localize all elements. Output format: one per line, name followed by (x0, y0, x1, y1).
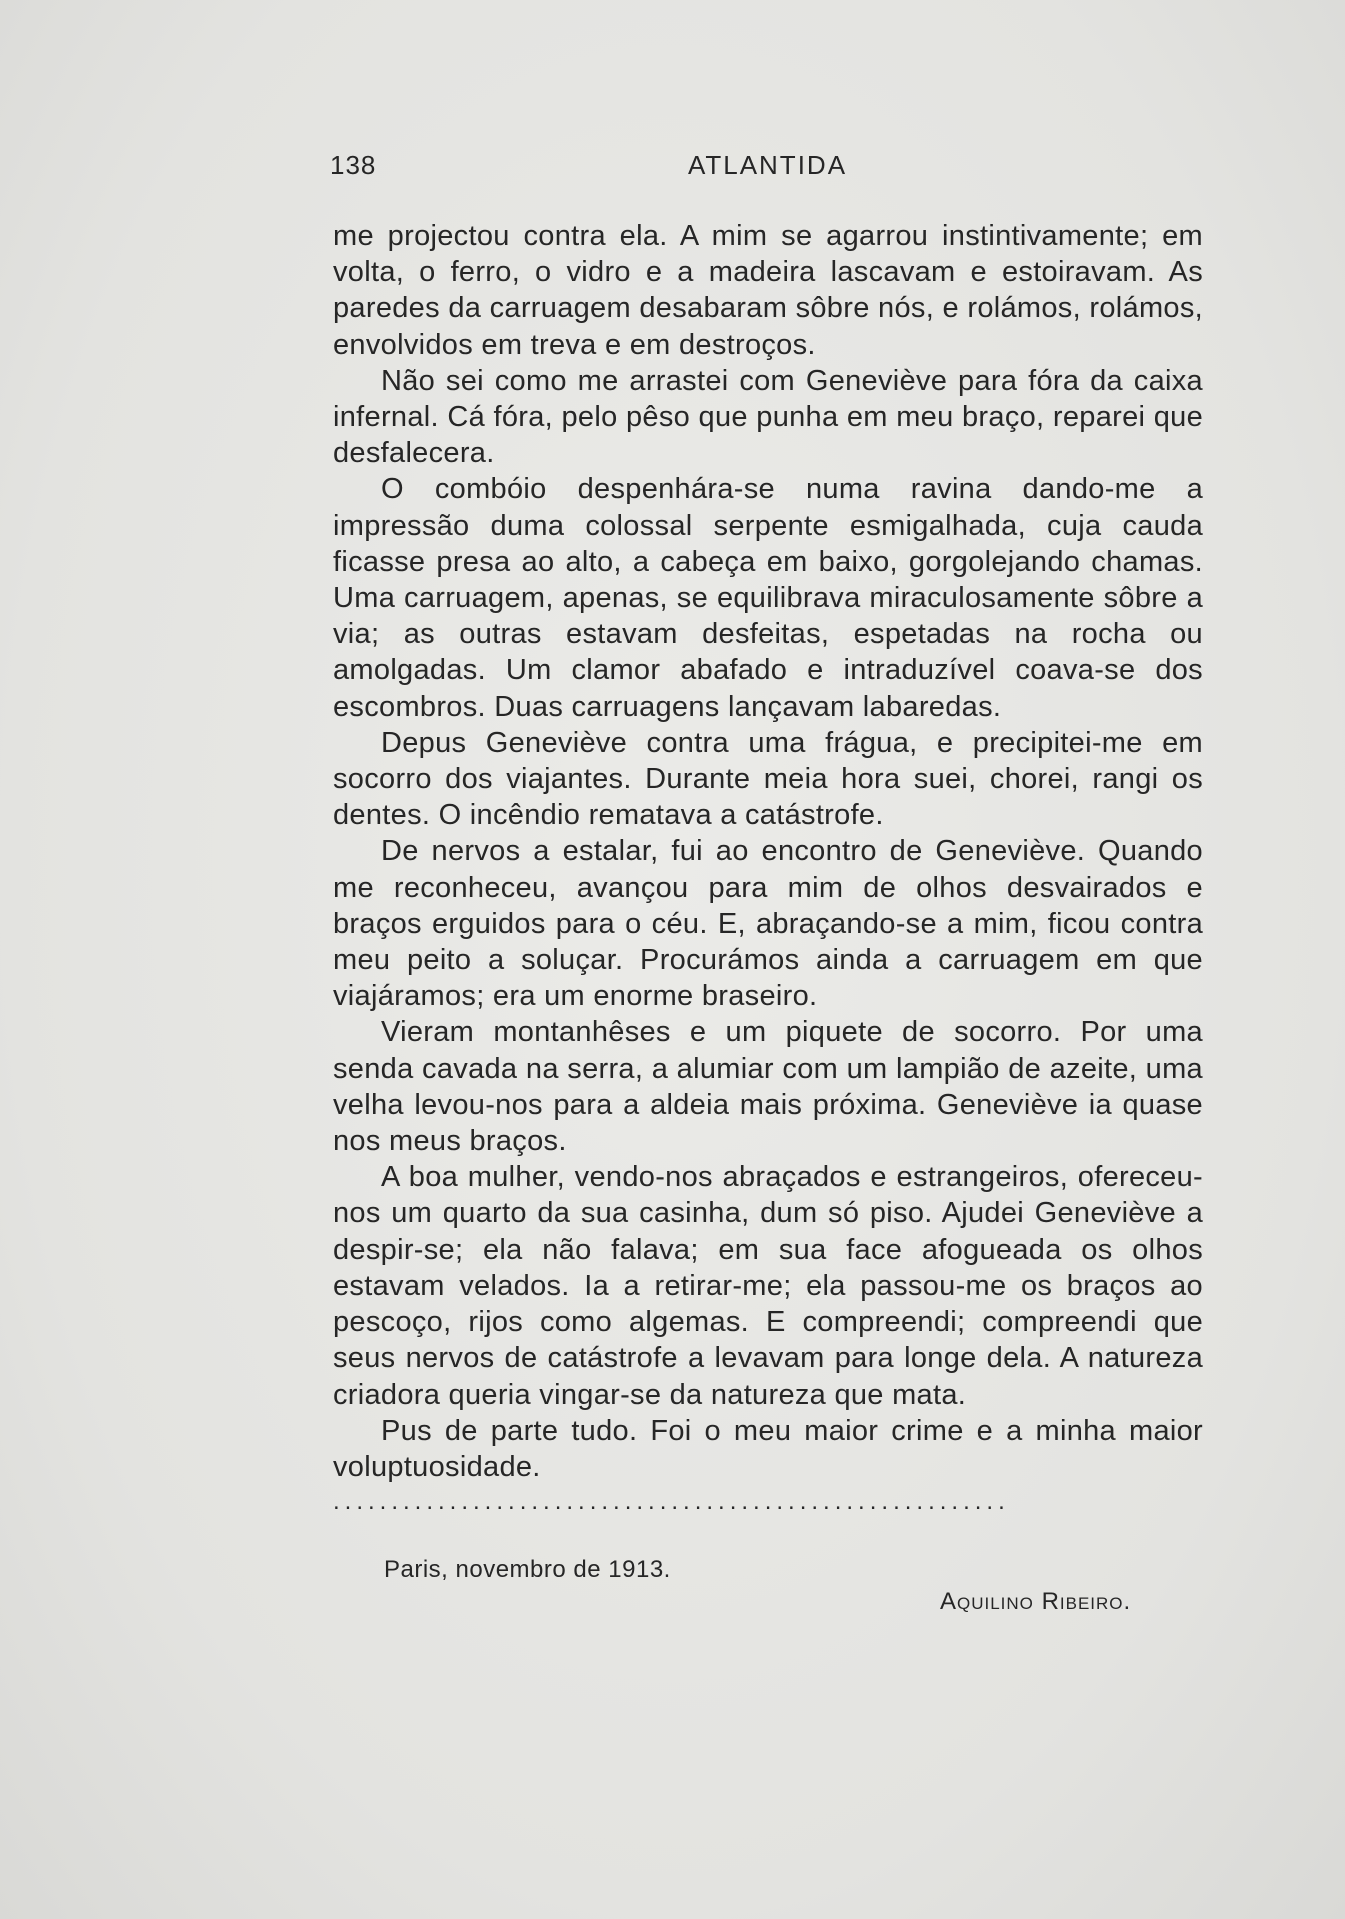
author-signature: Aquilino Ribeiro. (940, 1588, 1132, 1615)
running-title: ATLANTIDA (687, 150, 848, 180)
paragraph: me projectou contra ela. A mim se agarrou instintivamente; em volta, o ferro, o vidro e a madeira lascavam e estoiravam. As paredes da carruagem desabaram sôbre nós, e rolámos, rolámos, envolvidos em treva e em destroços. (333, 220, 1203, 361)
place-date: Paris, novembro de 1913. (384, 1556, 671, 1583)
paragraph: A boa mulher, vendo-nos abraçados e estrangeiros, ofereceu-nos um quarto da sua casinha, dum só piso. Ajudei Geneviève a despir-se; ela não falava; em sua face afogueada os olhos estavam velados. Ia a retirar-me; ela passou-me os braços ao pescoço, rijos como algemas. E compreendi; compreendi que seus nervos de catástrofe a levavam para longe dela. A natureza criadora queria vingar-se da natureza que mata. (333, 1161, 1203, 1411)
dotted-separator: .......................................................... (333, 1492, 1010, 1512)
paragraph: Depus Geneviève contra uma frágua, e precipitei-me em socorro dos viajantes. Durante meia hora suei, chorei, rangi os dentes. O incêndio rematava a catástrofe. (333, 726, 1203, 832)
page-number: 138 (330, 150, 377, 180)
paragraph: Vieram montanhêses e um piquete de socorro. Por uma senda cavada na serra, a alumiar com um lampião de azeite, uma velha levou-nos para a aldeia mais próxima. Geneviève ia quase nos meus braços. (333, 1016, 1203, 1158)
running-head (330, 150, 1205, 190)
body-text (333, 218, 1203, 1485)
paragraph: O combóio despenhára-se numa ravina dando-me a impressão duma colossal serpente esmigalhada, cuja cauda ficasse presa ao alto, a cabeça em baixo, gorgolejando chamas. Uma carruagem, apenas, se equilibrava miraculosamente sôbre a via; as outras estavam desfeitas, espetadas na rocha ou amolgadas. Um clamor abafado e intraduzível coava-se dos escombros. Duas carruagens lançavam labaredas. (333, 473, 1203, 723)
paragraph: Não sei como me arrastei com Geneviève para fóra da caixa infernal. Cá fóra, pelo pêso que punha em meu braço, reparei que desfalecera. (333, 364, 1203, 470)
paragraph: Pus de parte tudo. Foi o meu maior crime e a minha maior voluptuosidade. (333, 1414, 1203, 1483)
paragraph: De nervos a estalar, fui ao encontro de Geneviève. Quando me reconheceu, avançou para mim de olhos desvairados e braços erguidos para o céu. E, abraçando-se a mim, ficou contra meu peito a soluçar. Procurámos ainda a carruagem em que viajáramos; era um enorme braseiro. (333, 835, 1203, 1013)
